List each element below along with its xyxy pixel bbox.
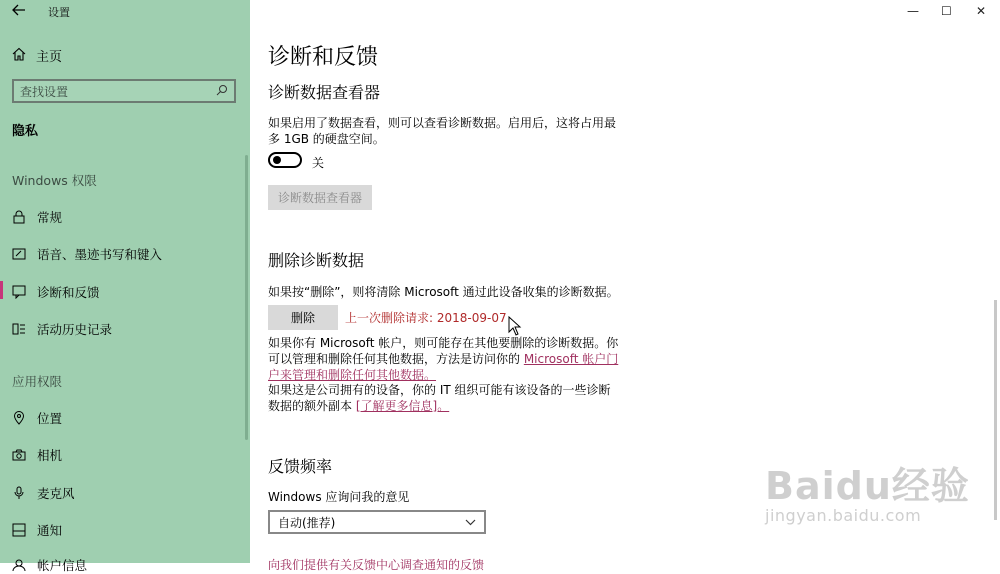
viewer-toggle[interactable] bbox=[268, 152, 302, 168]
sidebar-item-label: 麦克风 bbox=[37, 486, 75, 501]
back-arrow-icon[interactable] bbox=[12, 3, 28, 19]
sidebar-item-activity-history[interactable] bbox=[12, 320, 112, 338]
sidebar-item-label: 活动历史记录 bbox=[37, 322, 113, 337]
sidebar-item-diagnostics-feedback[interactable] bbox=[12, 283, 100, 301]
close-button[interactable]: ✕ bbox=[976, 4, 987, 18]
delete-info-company-text: 如果这是公司拥有的设备，你的 IT 组织可能有该设备的一些诊断数据的额外副本 bbox=[268, 383, 611, 413]
group-label-windows-permissions: Windows 权限 bbox=[12, 173, 97, 188]
baidu-watermark bbox=[765, 455, 970, 525]
sidebar-item-notifications[interactable] bbox=[12, 521, 62, 539]
search-placeholder: 查找设置 bbox=[20, 84, 69, 99]
sidebar-item-account-info[interactable] bbox=[12, 556, 87, 574]
sidebar-item-location[interactable] bbox=[12, 409, 62, 427]
watermark-line2: jingyan.baidu.com bbox=[765, 506, 922, 525]
lock-icon bbox=[12, 210, 26, 224]
home-label: 主页 bbox=[36, 50, 63, 65]
sidebar-item-label: 诊断和反馈 bbox=[37, 285, 100, 300]
mouse-cursor-icon bbox=[508, 316, 522, 340]
sidebar-item-label: 通知 bbox=[37, 523, 63, 538]
minimize-button[interactable]: — bbox=[907, 4, 919, 18]
delete-button[interactable]: 删除 bbox=[268, 305, 338, 330]
sidebar-item-microphone[interactable] bbox=[12, 484, 75, 502]
viewer-description: 如果启用了数据查看，则可以查看诊断数据。启用后，这将占用最多 1GB 的硬盘空间。 bbox=[268, 116, 617, 146]
account-portal-link[interactable]: Microsoft 帐户门户来管理和删除任何其他数据。 bbox=[268, 352, 619, 382]
feedback-hub-link[interactable]: 向我们提供有关反馈中心调查通知的反馈 bbox=[268, 558, 485, 572]
search-settings-input[interactable] bbox=[12, 79, 236, 103]
sidebar-item-label: 相机 bbox=[37, 448, 63, 463]
page-title: 诊断和反馈 bbox=[268, 45, 379, 70]
feedback-frequency-label: Windows 应询问我的意见 bbox=[268, 490, 410, 504]
maximize-button[interactable]: ☐ bbox=[941, 4, 952, 18]
feedback-icon bbox=[12, 285, 26, 299]
home-icon bbox=[12, 47, 26, 65]
history-icon bbox=[12, 322, 26, 336]
sidebar-item-general[interactable] bbox=[12, 208, 62, 226]
chevron-down-icon bbox=[465, 515, 476, 529]
sidebar-item-speech-inking[interactable] bbox=[12, 245, 162, 263]
search-icon[interactable] bbox=[216, 84, 228, 99]
location-icon bbox=[12, 411, 26, 425]
window-title: 设置 bbox=[48, 6, 70, 19]
group-label-app-permissions: 应用权限 bbox=[12, 374, 63, 389]
notification-icon bbox=[12, 523, 26, 537]
account-icon bbox=[12, 558, 26, 572]
delete-description: 如果按“删除”，则将清除 Microsoft 通过此设备收集的诊断数据。 bbox=[268, 285, 619, 299]
feedback-heading: 反馈频率 bbox=[268, 457, 333, 476]
main-scrollbar[interactable] bbox=[994, 300, 997, 520]
viewer-heading: 诊断数据查看器 bbox=[268, 83, 381, 102]
sidebar-item-label: 语音、墨迹书写和键入 bbox=[37, 247, 163, 262]
feedback-frequency-select[interactable] bbox=[268, 510, 486, 534]
active-indicator bbox=[0, 281, 3, 299]
camera-icon bbox=[12, 448, 26, 462]
learn-more-link[interactable]: [了解更多信息]。 bbox=[355, 399, 450, 413]
sidebar-item-label: 位置 bbox=[37, 411, 63, 426]
delete-info-account bbox=[268, 335, 620, 383]
sidebar-item-label: 帐户信息 bbox=[37, 558, 88, 573]
sidebar-scrollbar[interactable] bbox=[245, 155, 248, 440]
delete-info-company bbox=[268, 382, 620, 414]
microphone-icon bbox=[12, 486, 26, 500]
sidebar-item-camera[interactable] bbox=[12, 446, 62, 464]
watermark-line1: Baidu经验 bbox=[765, 464, 970, 508]
pen-icon bbox=[12, 247, 26, 261]
sidebar-item-home[interactable] bbox=[12, 46, 62, 65]
sidebar bbox=[0, 0, 250, 573]
delete-info-account-text: 如果你有 Microsoft 帐户，则可能存在其他要删除的诊断数据。你可以管理和删除任何其他数据，方法是访问你的 bbox=[268, 336, 619, 366]
feedback-frequency-value: 自动(推荐) bbox=[278, 515, 336, 530]
sidebar-section-title: 隐私 bbox=[12, 124, 39, 139]
viewer-toggle-state: 关 bbox=[312, 156, 325, 170]
last-delete-request: 上一次删除请求: 2018-09-07 bbox=[345, 311, 507, 325]
sidebar-item-label: 常规 bbox=[37, 210, 63, 225]
diagnostic-viewer-button[interactable]: 诊断数据查看器 bbox=[268, 185, 372, 210]
delete-heading: 删除诊断数据 bbox=[268, 251, 365, 270]
